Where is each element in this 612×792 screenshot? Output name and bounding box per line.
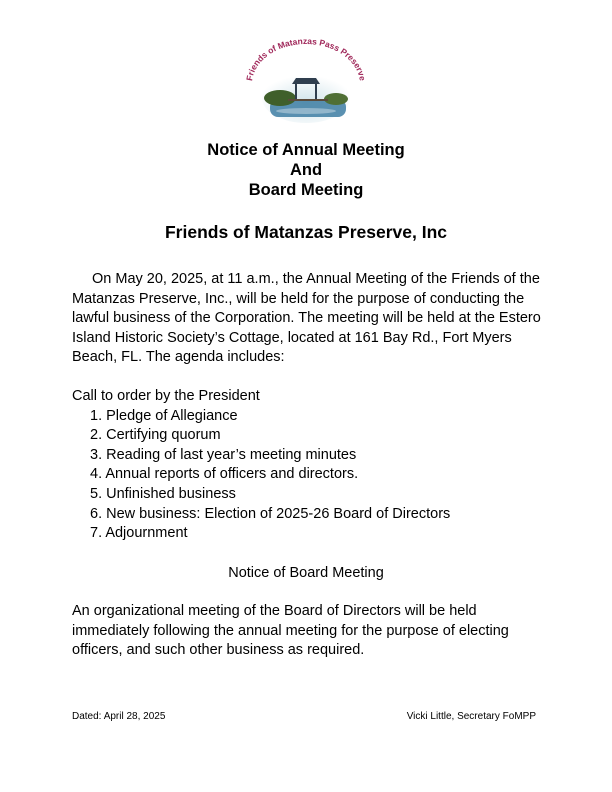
logo-boardwalk bbox=[288, 99, 328, 101]
title-line-and: And bbox=[289, 161, 323, 179]
logo-pavilion-post bbox=[315, 84, 317, 100]
agenda-item: 2. Certifying quorum bbox=[90, 427, 221, 444]
signature-line: Vicki Little, Secretary FoMPP bbox=[406, 711, 536, 722]
agenda-item: 1. Pledge of Allegiance bbox=[90, 407, 238, 424]
title-line-annual-meeting: Notice of Annual Meeting bbox=[207, 141, 405, 159]
agenda-item: 7. Adjournment bbox=[90, 525, 188, 542]
logo-pavilion-post bbox=[295, 84, 297, 100]
title-line-board-meeting: Board Meeting bbox=[248, 181, 364, 199]
logo-trees-left bbox=[264, 90, 296, 106]
logo-reflection bbox=[276, 108, 336, 114]
meeting-paragraph: On May 20, 2025, at 11 a.m., the Annual Meeting of the Friends of the Matanzas Preserve, Inc., will be held for the purpose of conducting the lawful business of the Corporation. The meeting will be held at the Estero Island Historic Society’s Cottage, located at 161 Bay Rd., Fort Myers Beach, FL. The agenda includes: bbox=[72, 271, 541, 366]
meeting-description bbox=[72, 270, 552, 368]
organization-name: Friends of Matanzas Preserve, Inc bbox=[164, 222, 448, 242]
logo-pavilion-roof bbox=[292, 78, 320, 84]
agenda-item: 6. New business: Election of 2025-26 Board of Directors bbox=[90, 505, 451, 522]
agenda-list bbox=[72, 387, 552, 544]
preserve-logo-graphic bbox=[240, 38, 372, 124]
agenda-item: 5. Unfinished business bbox=[90, 485, 236, 502]
organization-logo bbox=[240, 38, 372, 124]
notice-title bbox=[0, 140, 612, 200]
agenda-item: 4. Annual reports of officers and directors. bbox=[90, 466, 359, 483]
board-meeting-text: An organizational meeting of the Board of Directors will be held immediately following the annual meeting for the purpose of electing officers, and such other business as required. bbox=[72, 603, 509, 659]
agenda-intro: Call to order by the President bbox=[72, 388, 260, 404]
logo-arc-text: Friends of Matanzas Pass Preserve bbox=[244, 38, 368, 82]
agenda-item: 3. Reading of last year’s meeting minutes bbox=[90, 446, 357, 463]
date-line: Dated: April 28, 2025 bbox=[72, 711, 166, 722]
board-meeting-heading: Notice of Board Meeting bbox=[228, 565, 384, 581]
